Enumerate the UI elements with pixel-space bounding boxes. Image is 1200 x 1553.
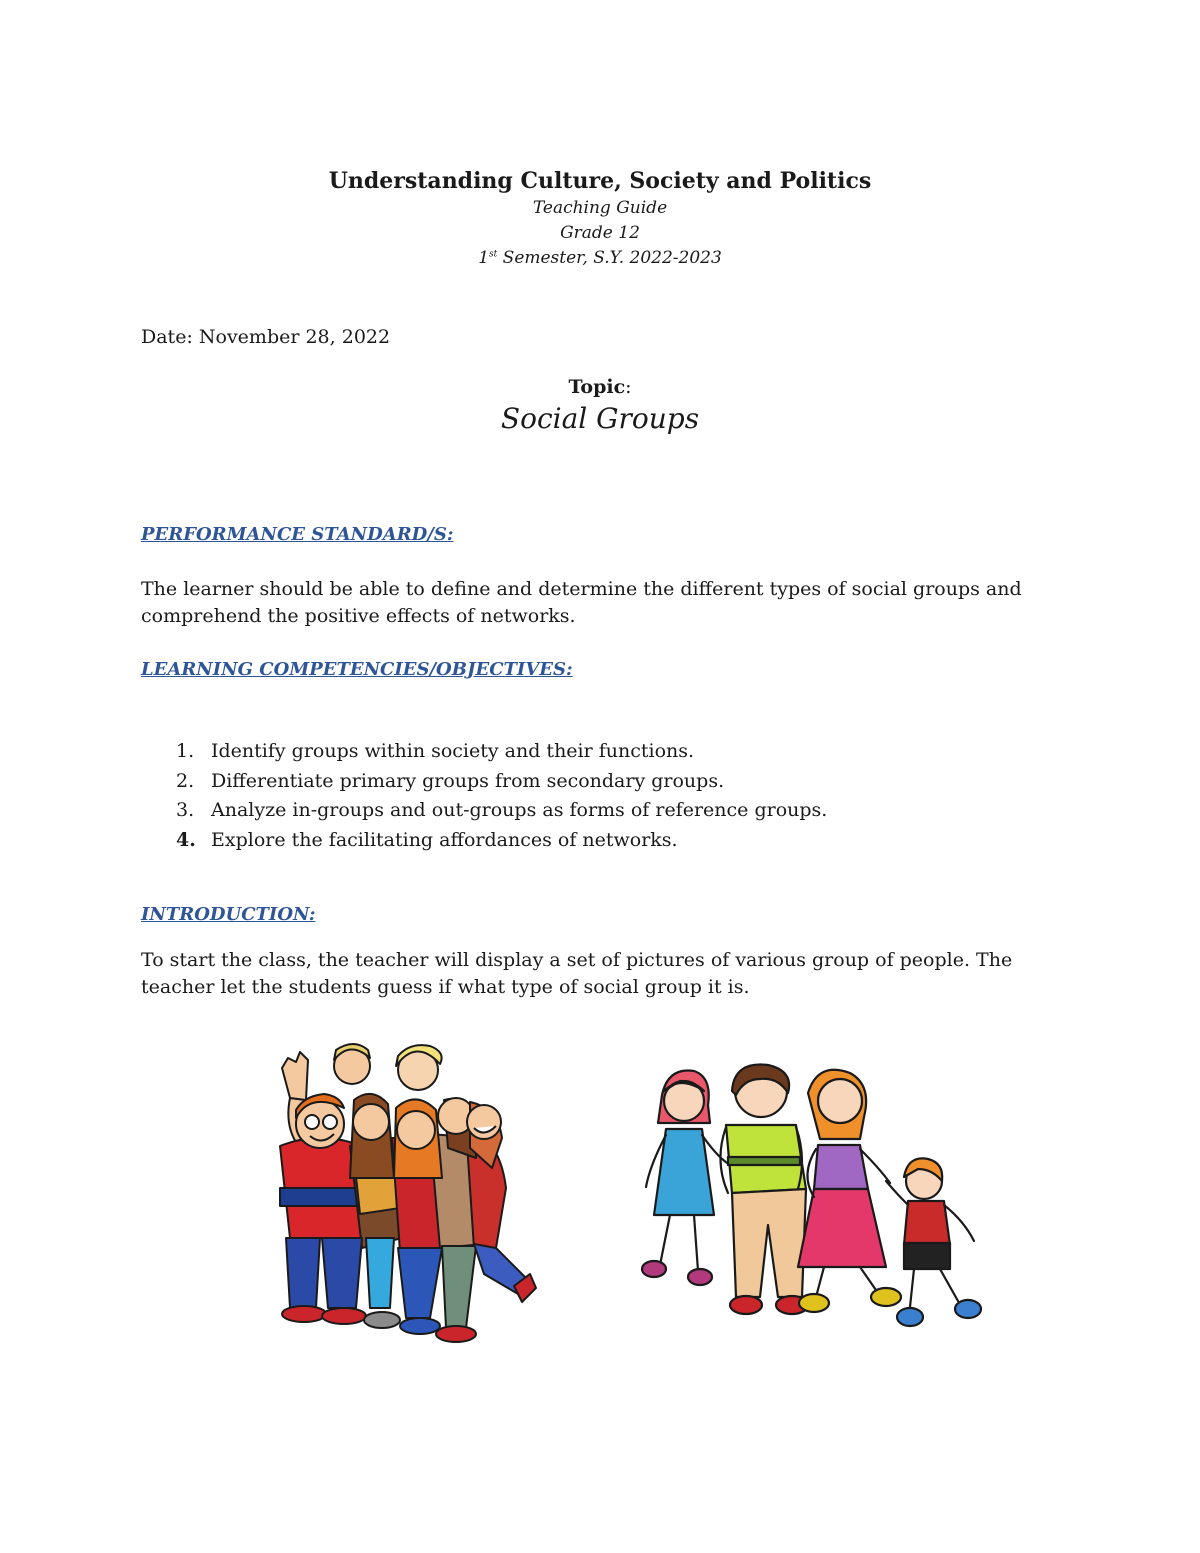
introduction-heading: INTRODUCTION: — [141, 904, 316, 925]
learning-competencies-heading: LEARNING COMPETENCIES/OBJECTIVES: — [141, 659, 573, 680]
topic-label: Topic: — [568, 376, 632, 398]
topic-name: Social Groups — [500, 402, 700, 435]
list-item: 2. Differentiate primary groups from secondary groups. — [176, 769, 725, 792]
semester-line: 1st Semester, S.Y. 2022-2023 — [478, 248, 722, 268]
performance-standard-text: The learner should be able to define and determine the different types of social groups and comprehend the positive effects of networks. — [141, 578, 1022, 627]
list-item: 3. Analyze in-groups and out-groups as forms of reference groups. — [176, 799, 828, 821]
document-subtitle: Teaching Guide — [532, 198, 668, 218]
introduction-text: To start the class, the teacher will display a set of pictures of various group of people. The teacher let the students guess if what type of social group it is. — [141, 949, 1013, 998]
list-item: 4. Explore the facilitating affordances of networks. — [176, 828, 678, 851]
document-title: Understanding Culture, Society and Politics — [328, 168, 872, 194]
objectives-list — [141, 737, 827, 855]
family-illustration — [628, 1065, 993, 1340]
lesson-date: Date: November 28, 2022 — [141, 326, 391, 348]
list-item: 1. Identify groups within society and their functions. — [176, 740, 695, 762]
performance-standard-heading: PERFORMANCE STANDARD/S: — [141, 524, 454, 545]
grade-level: Grade 12 — [560, 223, 640, 243]
group-of-friends-illustration — [270, 1038, 540, 1348]
